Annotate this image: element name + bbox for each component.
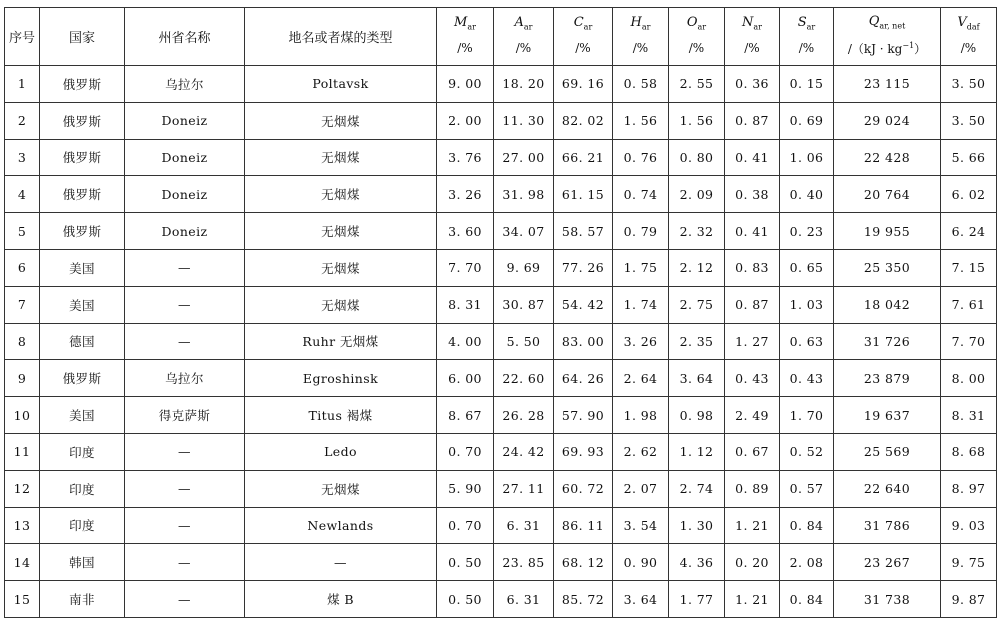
cell-country: 俄罗斯 (40, 176, 125, 213)
cell-volatile: 8. 31 (941, 397, 997, 434)
cell-province: Doneiz (125, 213, 245, 250)
cell-sulfur: 0. 23 (780, 213, 834, 250)
cell-sulfur: 1. 06 (780, 139, 834, 176)
cell-carbon: 69. 16 (554, 66, 613, 103)
cell-hydrogen: 0. 76 (613, 139, 669, 176)
cell-oxygen: 2. 55 (669, 66, 725, 103)
cell-place: 无烟煤 (245, 102, 437, 139)
cell-oxygen: 3. 64 (669, 360, 725, 397)
cell-nitrogen: 1. 21 (725, 581, 780, 618)
cell-place: Titus 褐煤 (245, 397, 437, 434)
cell-country: 美国 (40, 397, 125, 434)
cell-oxygen: 2. 09 (669, 176, 725, 213)
cell-province: — (125, 433, 245, 470)
cell-calorific: 31 738 (834, 581, 941, 618)
cell-hydrogen: 2. 64 (613, 360, 669, 397)
cell-carbon: 54. 42 (554, 286, 613, 323)
table-row (5, 66, 997, 103)
cell-province: Doneiz (125, 139, 245, 176)
cell-no: 7 (5, 286, 40, 323)
cell-sulfur: 0. 84 (780, 507, 834, 544)
cell-nitrogen: 1. 21 (725, 507, 780, 544)
cell-calorific: 19 637 (834, 397, 941, 434)
cell-calorific: 23 115 (834, 66, 941, 103)
cell-province: Doneiz (125, 176, 245, 213)
cell-calorific: 25 350 (834, 249, 941, 286)
cell-ash: 30. 87 (494, 286, 554, 323)
cell-ash: 6. 31 (494, 581, 554, 618)
cell-hydrogen: 3. 54 (613, 507, 669, 544)
cell-province: 乌拉尔 (125, 360, 245, 397)
cell-carbon: 60. 72 (554, 470, 613, 507)
table-row (5, 102, 997, 139)
cell-volatile: 9. 87 (941, 581, 997, 618)
cell-hydrogen: 1. 98 (613, 397, 669, 434)
cell-ash: 22. 60 (494, 360, 554, 397)
cell-province: 得克萨斯 (125, 397, 245, 434)
cell-nitrogen: 0. 67 (725, 433, 780, 470)
cell-volatile: 7. 70 (941, 323, 997, 360)
cell-moisture: 0. 50 (437, 581, 494, 618)
cell-sulfur: 0. 57 (780, 470, 834, 507)
cell-no: 9 (5, 360, 40, 397)
cell-no: 8 (5, 323, 40, 360)
header-oxygen: $O_{ar}$ /% (669, 8, 725, 66)
cell-oxygen: 1. 77 (669, 581, 725, 618)
cell-sulfur: 0. 63 (780, 323, 834, 360)
cell-nitrogen: 0. 89 (725, 470, 780, 507)
cell-volatile: 9. 03 (941, 507, 997, 544)
cell-ash: 27. 00 (494, 139, 554, 176)
cell-moisture: 0. 70 (437, 433, 494, 470)
cell-moisture: 3. 26 (437, 176, 494, 213)
cell-calorific: 25 569 (834, 433, 941, 470)
cell-place: 无烟煤 (245, 286, 437, 323)
cell-province: — (125, 323, 245, 360)
cell-nitrogen: 0. 38 (725, 176, 780, 213)
cell-sulfur: 0. 69 (780, 102, 834, 139)
cell-volatile: 3. 50 (941, 66, 997, 103)
cell-ash: 6. 31 (494, 507, 554, 544)
cell-province: — (125, 581, 245, 618)
cell-no: 14 (5, 544, 40, 581)
cell-calorific: 18 042 (834, 286, 941, 323)
cell-moisture: 6. 00 (437, 360, 494, 397)
cell-no: 13 (5, 507, 40, 544)
header-nitrogen: $N_{ar}$ /% (725, 8, 780, 66)
cell-volatile: 7. 61 (941, 286, 997, 323)
cell-province: Doneiz (125, 102, 245, 139)
header-no: 序号 (5, 8, 40, 66)
cell-carbon: 66. 21 (554, 139, 613, 176)
cell-no: 10 (5, 397, 40, 434)
cell-country: 俄罗斯 (40, 102, 125, 139)
cell-country: 美国 (40, 249, 125, 286)
cell-volatile: 6. 24 (941, 213, 997, 250)
cell-ash: 5. 50 (494, 323, 554, 360)
cell-oxygen: 2. 12 (669, 249, 725, 286)
cell-calorific: 23 267 (834, 544, 941, 581)
cell-calorific: 29 024 (834, 102, 941, 139)
cell-place: Ruhr 无烟煤 (245, 323, 437, 360)
cell-volatile: 8. 00 (941, 360, 997, 397)
cell-place: 无烟煤 (245, 213, 437, 250)
cell-oxygen: 4. 36 (669, 544, 725, 581)
table-row (5, 139, 997, 176)
cell-sulfur: 0. 15 (780, 66, 834, 103)
table-row (5, 397, 997, 434)
cell-nitrogen: 0. 36 (725, 66, 780, 103)
cell-oxygen: 1. 30 (669, 507, 725, 544)
cell-volatile: 3. 50 (941, 102, 997, 139)
cell-province: — (125, 544, 245, 581)
table-row (5, 470, 997, 507)
cell-place: Newlands (245, 507, 437, 544)
cell-nitrogen: 0. 41 (725, 139, 780, 176)
cell-moisture: 3. 60 (437, 213, 494, 250)
table-row (5, 433, 997, 470)
cell-country: 印度 (40, 470, 125, 507)
header-volatile-matter: $V_{daf}$ /% (941, 8, 997, 66)
table-row (5, 544, 997, 581)
cell-no: 5 (5, 213, 40, 250)
cell-moisture: 9. 00 (437, 66, 494, 103)
cell-ash: 31. 98 (494, 176, 554, 213)
header-net-calorific-value: $Q_{ar, net}$ $/(kJ \cdot kg^{-1})$ (834, 8, 941, 66)
cell-hydrogen: 0. 79 (613, 213, 669, 250)
header-province: 州省名称 (125, 8, 245, 66)
cell-country: 韩国 (40, 544, 125, 581)
cell-country: 俄罗斯 (40, 139, 125, 176)
cell-place: 无烟煤 (245, 470, 437, 507)
cell-place: 无烟煤 (245, 139, 437, 176)
table-row (5, 581, 997, 618)
table-row (5, 323, 997, 360)
cell-hydrogen: 3. 64 (613, 581, 669, 618)
cell-moisture: 0. 50 (437, 544, 494, 581)
table-row (5, 176, 997, 213)
cell-no: 1 (5, 66, 40, 103)
cell-hydrogen: 0. 58 (613, 66, 669, 103)
cell-hydrogen: 0. 90 (613, 544, 669, 581)
cell-volatile: 6. 02 (941, 176, 997, 213)
cell-no: 2 (5, 102, 40, 139)
cell-ash: 23. 85 (494, 544, 554, 581)
cell-volatile: 5. 66 (941, 139, 997, 176)
cell-place: 无烟煤 (245, 249, 437, 286)
cell-carbon: 68. 12 (554, 544, 613, 581)
cell-volatile: 7. 15 (941, 249, 997, 286)
cell-province: — (125, 249, 245, 286)
cell-carbon: 58. 57 (554, 213, 613, 250)
cell-no: 15 (5, 581, 40, 618)
coal-analysis-table (4, 7, 997, 618)
cell-calorific: 19 955 (834, 213, 941, 250)
cell-ash: 24. 42 (494, 433, 554, 470)
header-place-or-coal-type: 地名或者煤的类型 (245, 8, 437, 66)
cell-oxygen: 2. 74 (669, 470, 725, 507)
cell-place: 煤 B (245, 581, 437, 618)
cell-nitrogen: 0. 87 (725, 102, 780, 139)
cell-ash: 26. 28 (494, 397, 554, 434)
cell-country: 印度 (40, 507, 125, 544)
table-row (5, 213, 997, 250)
cell-ash: 11. 30 (494, 102, 554, 139)
table-row (5, 249, 997, 286)
table-header-row (5, 8, 997, 66)
cell-sulfur: 1. 03 (780, 286, 834, 323)
cell-volatile: 9. 75 (941, 544, 997, 581)
cell-place: — (245, 544, 437, 581)
cell-nitrogen: 0. 87 (725, 286, 780, 323)
table-row (5, 360, 997, 397)
cell-hydrogen: 1. 56 (613, 102, 669, 139)
header-carbon: $C_{ar}$ /% (554, 8, 613, 66)
cell-country: 印度 (40, 433, 125, 470)
cell-hydrogen: 1. 75 (613, 249, 669, 286)
cell-hydrogen: 2. 07 (613, 470, 669, 507)
cell-nitrogen: 0. 83 (725, 249, 780, 286)
cell-oxygen: 0. 98 (669, 397, 725, 434)
table-row (5, 507, 997, 544)
table-row (5, 286, 997, 323)
cell-country: 美国 (40, 286, 125, 323)
cell-carbon: 61. 15 (554, 176, 613, 213)
cell-no: 4 (5, 176, 40, 213)
cell-calorific: 22 640 (834, 470, 941, 507)
cell-nitrogen: 1. 27 (725, 323, 780, 360)
cell-oxygen: 1. 56 (669, 102, 725, 139)
cell-place: 无烟煤 (245, 176, 437, 213)
cell-moisture: 8. 31 (437, 286, 494, 323)
cell-moisture: 4. 00 (437, 323, 494, 360)
cell-no: 6 (5, 249, 40, 286)
cell-country: 南非 (40, 581, 125, 618)
cell-calorific: 23 879 (834, 360, 941, 397)
cell-place: Egroshinsk (245, 360, 437, 397)
cell-ash: 34. 07 (494, 213, 554, 250)
cell-volatile: 8. 97 (941, 470, 997, 507)
cell-no: 11 (5, 433, 40, 470)
cell-calorific: 22 428 (834, 139, 941, 176)
cell-carbon: 64. 26 (554, 360, 613, 397)
cell-calorific: 31 726 (834, 323, 941, 360)
table-body (5, 66, 997, 618)
cell-carbon: 69. 93 (554, 433, 613, 470)
cell-sulfur: 0. 84 (780, 581, 834, 618)
cell-oxygen: 2. 35 (669, 323, 725, 360)
cell-nitrogen: 0. 43 (725, 360, 780, 397)
cell-oxygen: 1. 12 (669, 433, 725, 470)
cell-province: 乌拉尔 (125, 66, 245, 103)
cell-country: 俄罗斯 (40, 213, 125, 250)
cell-calorific: 31 786 (834, 507, 941, 544)
cell-oxygen: 2. 75 (669, 286, 725, 323)
cell-sulfur: 2. 08 (780, 544, 834, 581)
cell-no: 12 (5, 470, 40, 507)
cell-province: — (125, 507, 245, 544)
header-ash: $A_{ar}$ /% (494, 8, 554, 66)
cell-sulfur: 0. 43 (780, 360, 834, 397)
header-country: 国家 (40, 8, 125, 66)
cell-carbon: 86. 11 (554, 507, 613, 544)
cell-nitrogen: 0. 41 (725, 213, 780, 250)
cell-moisture: 2. 00 (437, 102, 494, 139)
cell-carbon: 85. 72 (554, 581, 613, 618)
cell-moisture: 8. 67 (437, 397, 494, 434)
cell-oxygen: 2. 32 (669, 213, 725, 250)
cell-no: 3 (5, 139, 40, 176)
cell-nitrogen: 2. 49 (725, 397, 780, 434)
cell-carbon: 77. 26 (554, 249, 613, 286)
cell-hydrogen: 2. 62 (613, 433, 669, 470)
cell-country: 德国 (40, 323, 125, 360)
cell-volatile: 8. 68 (941, 433, 997, 470)
cell-nitrogen: 0. 20 (725, 544, 780, 581)
cell-hydrogen: 0. 74 (613, 176, 669, 213)
cell-province: — (125, 470, 245, 507)
cell-hydrogen: 3. 26 (613, 323, 669, 360)
cell-moisture: 5. 90 (437, 470, 494, 507)
cell-hydrogen: 1. 74 (613, 286, 669, 323)
cell-ash: 27. 11 (494, 470, 554, 507)
cell-carbon: 57. 90 (554, 397, 613, 434)
cell-moisture: 3. 76 (437, 139, 494, 176)
cell-country: 俄罗斯 (40, 360, 125, 397)
cell-ash: 18. 20 (494, 66, 554, 103)
cell-country: 俄罗斯 (40, 66, 125, 103)
cell-sulfur: 0. 52 (780, 433, 834, 470)
header-hydrogen: $H_{ar}$ /% (613, 8, 669, 66)
cell-sulfur: 0. 40 (780, 176, 834, 213)
cell-sulfur: 0. 65 (780, 249, 834, 286)
cell-ash: 9. 69 (494, 249, 554, 286)
cell-carbon: 83. 00 (554, 323, 613, 360)
cell-oxygen: 0. 80 (669, 139, 725, 176)
cell-moisture: 0. 70 (437, 507, 494, 544)
header-sulfur: $S_{ar}$ /% (780, 8, 834, 66)
cell-place: Ledo (245, 433, 437, 470)
cell-carbon: 82. 02 (554, 102, 613, 139)
cell-moisture: 7. 70 (437, 249, 494, 286)
cell-province: — (125, 286, 245, 323)
header-moisture: $M_{ar}$ /% (437, 8, 494, 66)
cell-sulfur: 1. 70 (780, 397, 834, 434)
cell-calorific: 20 764 (834, 176, 941, 213)
cell-place: Poltavsk (245, 66, 437, 103)
